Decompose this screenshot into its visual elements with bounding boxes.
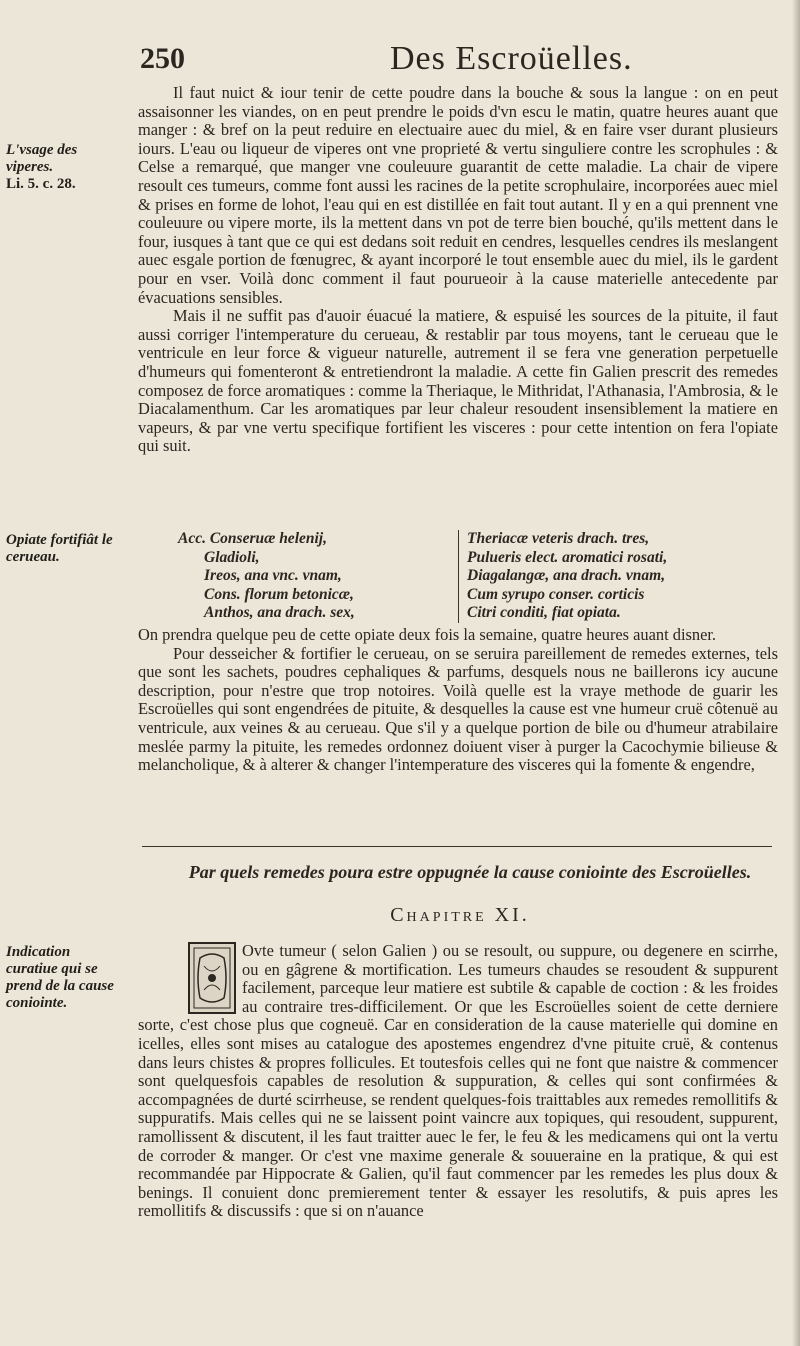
opiate-recipe — [148, 530, 768, 626]
section-3-text — [138, 942, 778, 1221]
recipe-line: Diagalangæ, ana drach. vnam, — [467, 567, 666, 585]
running-title: Des Escroüelles. — [390, 40, 633, 77]
margin-note-vipers — [6, 142, 124, 193]
recipe-line: Ireos, ana vnc. vnam, — [204, 567, 342, 585]
recipe-line: Acc. Conseruæ helenij, — [178, 530, 327, 547]
margin-note-vipers-text: L'vsage des viperes. — [6, 142, 78, 175]
paragraph: Ovte tumeur ( selon Galien ) ou se resoult, ou suppure, ou degenere en scirrhe, ou en gâgrene & mortification. Les tumeurs chaudes se resoudent & suppurent facilement, parceque leur matiere est subtile & capable de coction : & les froides au contraire tres-difficilement. Or que les Escroüelles soient de cette derniere sorte, c'est chose plus que cogneuë. Car en consideration de la cause materielle qui domine en icelles, elles sont mises au catalogue des apostemes engendrez d'vne pituite cruë, & contenus dans leurs chistes & propres follicules. Et toutesfois celles qui ne font que naistre & commencer sont quelquesfois capables de resolution & suppuration, & celles qui sont confirmées & accompagnées de durté scirrheuse, se rendent quelques-fois traittables aux remedes remollitifs & suppuratifs. Mais celles qui ne se laissent point vaincre aux topiques, qui resoudent, suppurent, ramollissent & discutent, il les faut traitter auec le fer, le feu & les medicamens qui ont la vertu de corroder & manger. Or c'est vne maxime generale & souueraine en la pratique, & qui est recommandée par Hippocrate & Galien, qu'il faut commencer par les remedes les plus doux & benings. Il conuient donc premierement tenter & essayer les resolutifs, & puis apres les remollitifs & discussifs : que si on n'auance — [138, 941, 778, 1221]
recipe-line: Theriacæ veteris drach. tres, — [467, 530, 650, 547]
page-header — [140, 40, 780, 80]
recipe-line: Anthos, ana drach. sex, — [204, 604, 355, 622]
page-edge — [792, 0, 800, 1346]
paragraph: Mais il ne suffit pas d'auoir éuacué la matiere, & espuisé les sources de la pituite, il faut aussi corriger l'intemperature du cerueau, & restablir par tous moyens, tant le cerueau que le ventricule en leur force & vigueur naturelle, autrement il se fera vne generation perpetuelle d'humeurs qui fomenteront & entretiendront la maladie. A cette fin Galien prescrit des remedes composez de force aromatiques : comme la Theriaque, le Mithridat, l'Athanasia, l'Ambrosia, & le Diacalamenthum. Car les aromatiques par leur chaleur resoudent insensiblement la matiere en vapeurs, & par vne vertu specifique fortifient les visceres : pour cette intention on fera l'opiate qui suit. — [138, 306, 778, 456]
recipe-line: Cons. florum betonicæ, — [204, 585, 354, 603]
section-subheading: Par quels remedes poura estre oppugnée la cause coniointe des Escroüelles. — [188, 862, 752, 882]
section-2-text — [138, 626, 778, 775]
recipe-left-column — [178, 530, 448, 623]
recipe-line: Cum syrupo conser. corticis — [467, 585, 645, 603]
recipe-line: Pulueris elect. aromatici rosati, — [467, 548, 668, 566]
section-1-text — [138, 84, 778, 456]
page-number: 250 — [140, 42, 185, 75]
margin-note-opiate: Opiate fortifiât le cerueau. — [6, 532, 113, 565]
margin-note-indication: Indication curatiue qui se prend de la cause coniointe. — [6, 944, 114, 1011]
section-divider — [142, 846, 772, 847]
margin-note-vipers-ref: Li. 5. c. 28. — [6, 176, 76, 192]
chapter-title: Chapitre XI. — [390, 904, 530, 926]
paragraph: On prendra quelque peu de cette opiate deux fois la semaine, quatre heures auant disner. — [138, 625, 717, 644]
paragraph: Il faut nuict & iour tenir de cette poudre dans la bouche & sous la langue : on en peut assaisonner les viandes, on en peut prendre le poids d'vn escu le matin, quatre heures auant que manger : & bref on la peut reduire en electuaire auec du miel, & en faire vser durant plusieurs iours. L'eau ou liqueur de viperes ont vne proprieté & vertu singuliere contre les scrophules : & Celse a remarqué, que manger vne couleuure guarantit de cette maladie. La chair de vipere resoult ces tumeurs, comme font aussi les racines de la petite scrophulaire, incorporées auec miel & prises en forme de lohot, l'eau qui en est distillée en fait tout autant. Il y en a qui prennent vne couleuure ou vipere morte, ils la mettent dans vn pot de terre bien bouché, qu'ils mettent dans le four, iusques à tant que ce qui est dedans soit reduit en cendres, lesquelles cendres ils meslangent auec esgale portion de fœnugrec, & ayant incorporé le tout ensemble auec du miel, ils le gardent pour en vser. Voilà donc comment il faut pourueoir à la cause materielle antecedente par évacuations sensibles. — [138, 83, 778, 307]
paragraph: Pour desseicher & fortifier le cerueau, on se seruira pareillement de remedes externes, tels que sont les sachets, poudres cephaliques & parfums, desquels nous ne baillerons icy aucune description, pour n'estre que trop notoires. Voilà quelle est la vraye methode de guarir les Escroüelles qui sont engendrées de pituite, & desquelles la cause est vne humeur cruë côtenuë au ventricule, aux veines & au cerueau. Que s'il y a quelque portion de bile ou d'humeur atrabilaire meslée parmy la pituite, les remedes ordonnez doiuent viser à purger la Cacochymie bilieuse & melancholique, & à alterer & changer l'intemperature des visceres qui la fomente & engendre, — [138, 643, 778, 775]
recipe-line: Gladioli, — [204, 548, 260, 566]
recipe-line: Citri conditi, fiat opiata. — [467, 604, 621, 622]
recipe-right-column — [458, 530, 767, 623]
